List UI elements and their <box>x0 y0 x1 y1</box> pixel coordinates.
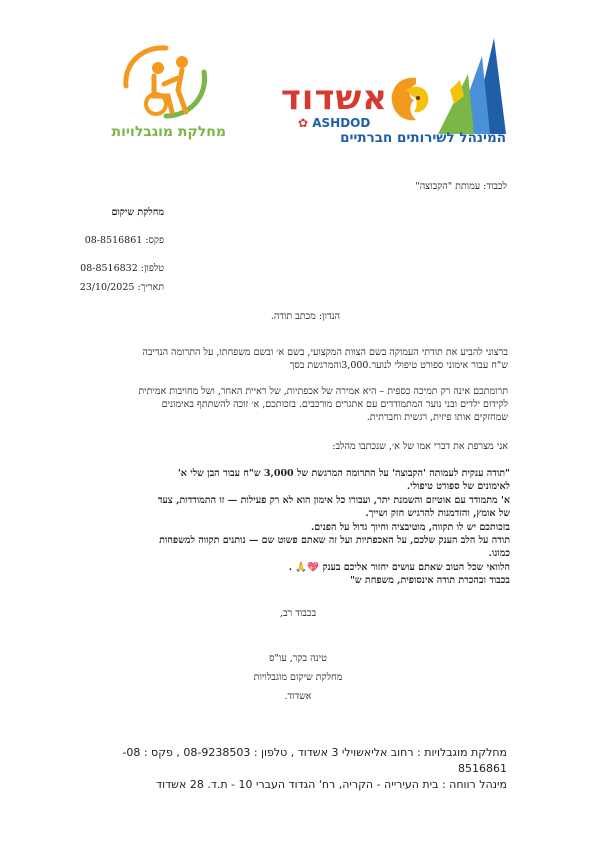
signer-name: טינה בקר, עו"ס <box>269 653 327 664</box>
social-services-title: המינהל לשירותים חברתיים <box>340 130 506 146</box>
disabilities-department-title: מחלקת מוגבלויות <box>111 124 226 140</box>
department-name: מחלקת שיקום <box>111 207 164 218</box>
paragraph-1-line-2: ש"ח עבור אימוני ספורט טיפולי לנוער.3,000והמרגשת בסך <box>289 360 508 371</box>
paragraph-2 <box>80 385 508 424</box>
signer-department: מחלקת שיקום מוגבלויות <box>253 672 343 683</box>
fax-number: פקס: 08-8516861 <box>84 235 164 246</box>
footer-line-1: מחלקת מוגבלויות : רחוב אליאשוילי 3 אשדוד , טלפון : 08-9238503 , פקס : 08- <box>122 746 507 759</box>
quote-line: "תודה ענקית לעמותה 'הקבוצה' על התרומה המרגשת של 3,000 ש"ח עבור הבן שלי א' <box>177 468 510 479</box>
ashdod-sails-logo <box>424 34 508 142</box>
footer-line-2: מינהל רווחה : בית העירייה - הקריה, רח' הגדוד העברי 10 - ת.ד. 28 אשדוד <box>156 778 507 791</box>
quote-intro: אני מצרפת את דברי אמו של א׳, שנכתבו מהלב: <box>332 441 508 452</box>
quote-line: כמונו. <box>488 548 510 560</box>
disability-care-icon <box>120 42 210 122</box>
ashdod-hebrew-logo-text: אשדוד <box>280 78 388 118</box>
paragraph-1-line-1: ברצוני להביע את תודתי העמוקה בשם הצוות המקצועי, בשם א׳ ובשם משפחתו, על התרומה הנדיבה <box>142 347 508 358</box>
ashdod-english-logo-text: ✿ ASHDOD <box>298 116 371 130</box>
quote-line: בזכותכם יש לו תקווה, מוטיבציה וחיוך גדול על הפנים. <box>310 521 510 533</box>
lion-icon <box>386 74 432 124</box>
ashdod-emblem-icon: ✿ <box>298 116 309 130</box>
signature-block <box>200 652 396 703</box>
paragraph-2-line-3: שמחזקים אותו פיזית, רגשית וחברתית. <box>366 412 508 423</box>
closing: בכבוד רב, <box>279 608 317 619</box>
footer-line-1-continued: 8516861 <box>458 762 507 775</box>
paragraph-2-line-1: תרומתכם אינה רק תמיכה כספית – היא אמירה של אכפתיות, של ראיית האחר, ושל מחויבות אמיתית <box>138 386 508 397</box>
quote-line: בכבוד ובהכרת תודה אינסופית, משפחת ש" <box>349 575 510 587</box>
letterhead <box>86 34 508 146</box>
paragraph-1 <box>80 346 508 372</box>
letter-subject: הנדון: מכתב תודה. <box>270 311 340 322</box>
quote-line: לאימונים של ספורט טיפולי. <box>406 481 510 493</box>
footer <box>95 745 507 793</box>
paragraph-2-line-2: לקידום ילדים ובני נוער המתמודדים עם אתגרים מורכבים. בזכותכם, א׳ זוכה להשתתף באימונים <box>161 399 508 410</box>
letter-date: תאריך: 23/10/2025 <box>79 282 164 293</box>
quote-line: תודה על הלב הענק שלכם, על האכפתיות ועל זה שאתם פשוט שם — נותנים תקווה למשפחות <box>159 535 510 547</box>
mother-quote <box>80 467 510 588</box>
quote-line: א' מתמודד עם אוטיזם והשמנת יתר, ועבורו כל אימון הוא לא רק פעילות — זו התמודדות, צעד <box>157 494 510 506</box>
signer-city: אשדוד. <box>284 691 312 702</box>
recipient: לכבוד: עמותת "הקבוצה" <box>415 181 507 192</box>
quote-line: הלוואי שכל הטוב שאתם עושים יחזור אליכם בענק 💖🙏 . <box>288 561 510 573</box>
quote-line: של אומץ, והזדמנות להרגיש חזק ושייך. <box>365 508 510 520</box>
phone-number: טלפון: 08-8516832 <box>80 263 164 274</box>
